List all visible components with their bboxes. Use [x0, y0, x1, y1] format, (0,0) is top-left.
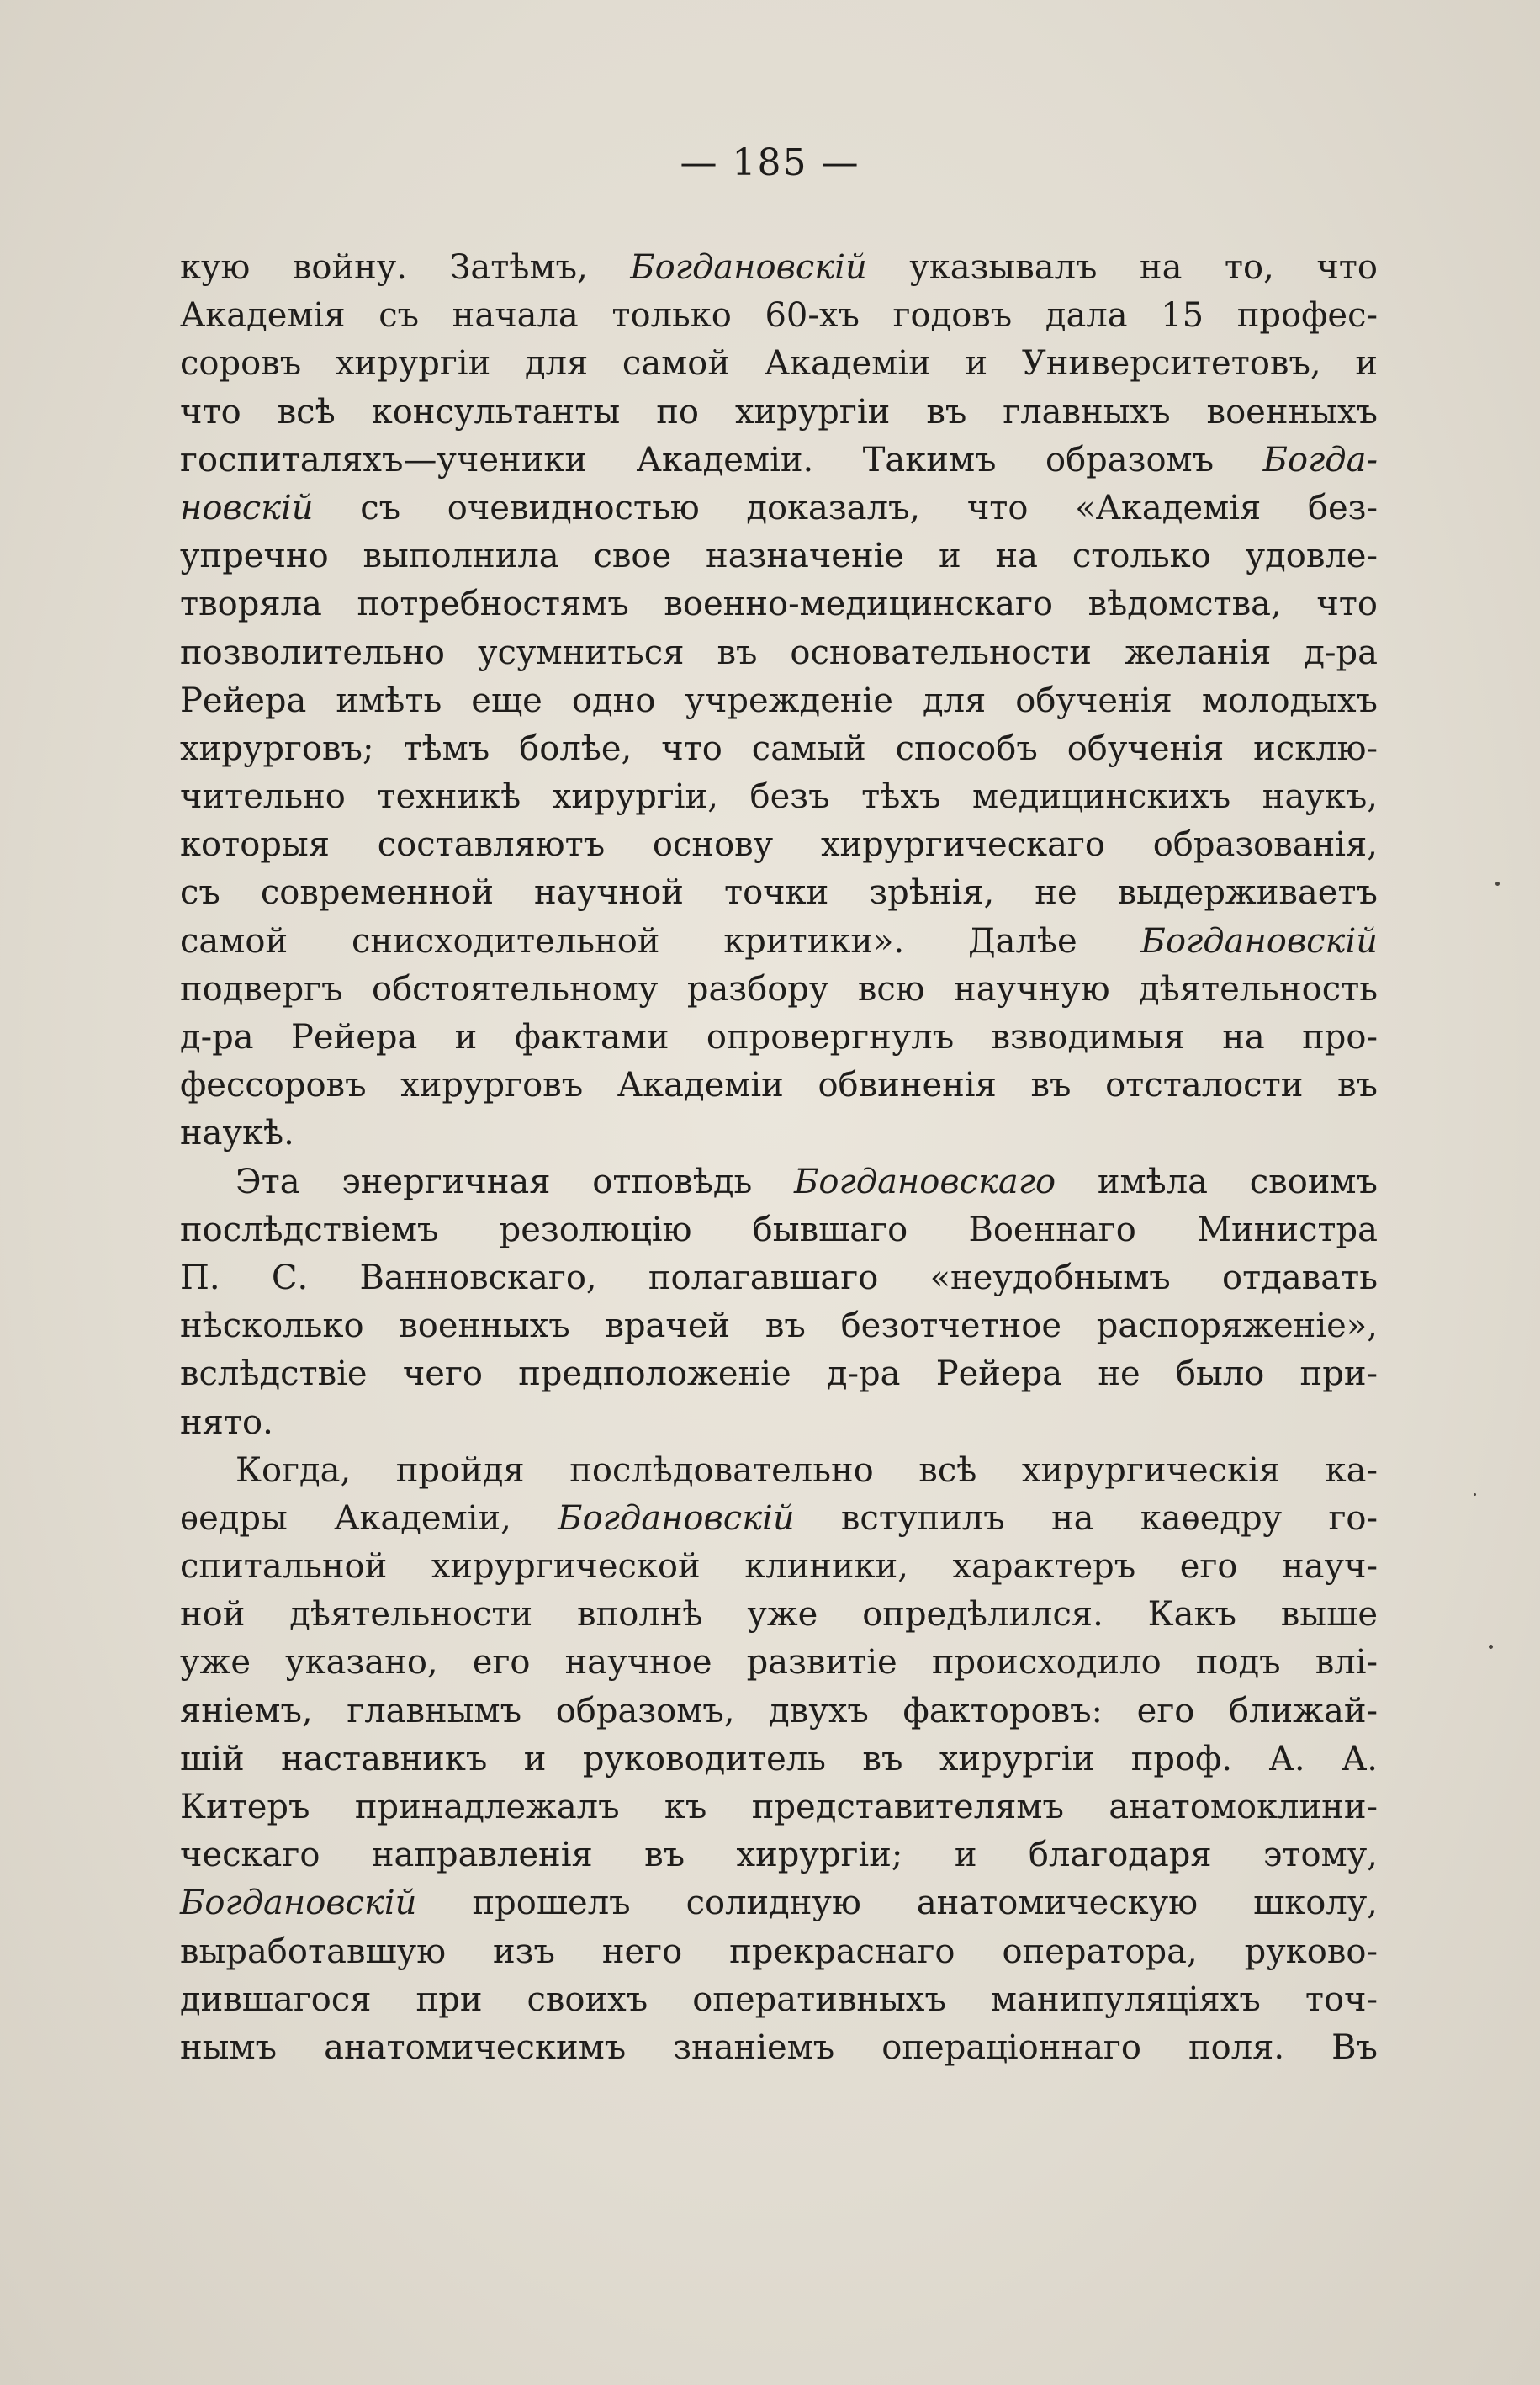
text-line: [180, 1928, 1378, 1976]
text-line: [180, 580, 1378, 628]
text-line: [180, 1639, 1378, 1687]
text-run: подвергъ обстоятельному разбору всю научную дѣятельность: [180, 969, 1378, 1009]
text-run: позволительно усумниться въ основательности желанія д-ра: [180, 633, 1378, 672]
text-run: хирурговъ; тѣмъ болѣе, что самый способъ обученія исклю-: [180, 729, 1378, 768]
text-run: спитальной хирургической клиники, характеръ его науч-: [180, 1547, 1378, 1587]
text-run: дившагося при своихъ оперативныхъ манипуляціяхъ точ-: [180, 1980, 1378, 2019]
text-line: [180, 629, 1378, 677]
text-run: наукѣ.: [180, 1114, 294, 1153]
text-run: Китеръ принадлежалъ къ представителямъ анатомоклини-: [180, 1788, 1378, 1826]
text-line: [180, 1350, 1378, 1398]
text-run: уже указано, его научное развитіе происходило подъ влі-: [180, 1643, 1378, 1683]
text-line: [180, 244, 1378, 292]
text-run: кую войну. Затѣмъ,: [180, 248, 631, 287]
text-line: [180, 1495, 1378, 1543]
text-run: ной дѣятельности вполнѣ уже опредѣлился. Какъ выше: [180, 1595, 1378, 1635]
text-line: [180, 1591, 1378, 1639]
italic-name: Богдановскій: [558, 1498, 795, 1538]
text-run: Рейера имѣть еще одно учрежденіе для обученія молодыхъ: [180, 681, 1378, 720]
text-run: фессоровъ хирурговъ Академіи обвиненія въ отсталости въ: [180, 1066, 1378, 1105]
text-line: [180, 1206, 1378, 1254]
italic-name: новскій: [180, 488, 314, 527]
text-line: [180, 821, 1378, 869]
text-line: [180, 1110, 1378, 1158]
text-line: [180, 773, 1378, 821]
text-run: д-ра Рейера и фактами опровергнулъ взводимыя на про-: [180, 1018, 1378, 1057]
text-line: [180, 292, 1378, 340]
text-run: выработавшую изъ него прекраснаго оператора, руково-: [180, 1932, 1378, 1971]
text-line: [180, 389, 1378, 437]
text-run: Когда, пройдя послѣдовательно всѣ хирургическія ка-: [235, 1450, 1378, 1490]
text-line: [180, 1014, 1378, 1062]
text-run: нымъ анатомическимъ знаніемъ операціоннаго поля. Въ: [180, 2027, 1378, 2067]
text-line: [180, 1254, 1378, 1302]
text-line: [180, 485, 1378, 533]
text-line: [180, 1736, 1378, 1783]
text-line: [180, 1976, 1378, 2024]
text-run: шій наставникъ и руководитель въ хирургіи проф. А. А.: [180, 1739, 1378, 1778]
text-line: [180, 340, 1378, 388]
text-run: послѣдствіемъ резолюцію бывшаго Военнаго Министра: [180, 1210, 1378, 1249]
italic-name: Богда-: [1262, 440, 1378, 480]
text-line: [180, 869, 1378, 917]
text-line: [180, 1447, 1378, 1495]
text-run: упречно выполнила свое назначеніе и на столько удовле-: [180, 537, 1378, 576]
text-line: [180, 2024, 1378, 2072]
text-line: [180, 1688, 1378, 1736]
italic-name: Богдановскій: [180, 1884, 417, 1923]
text-run: госпиталяхъ—ученики Академіи. Такимъ образомъ: [180, 440, 1263, 480]
text-line: [180, 1302, 1378, 1350]
text-line: [180, 918, 1378, 966]
text-line: [180, 1399, 1378, 1447]
print-speck: [1474, 1493, 1476, 1496]
body-text: [180, 244, 1378, 2072]
text-run: соровъ хирургіи для самой Академіи и Университетовъ, и: [180, 344, 1378, 384]
text-line: [180, 1062, 1378, 1110]
text-run: съ современной научной точки зрѣнія, не выдерживаетъ: [180, 873, 1378, 913]
text-run: нѣсколько военныхъ врачей въ безотчетное распоряженіе»,: [180, 1306, 1378, 1346]
italic-name: Богдановскій: [1140, 921, 1378, 961]
text-run: творяла потребностямъ военно-медицинскаго вѣдомства, что: [180, 585, 1378, 624]
page-number: — 185 —: [680, 141, 860, 184]
text-run: Академія съ начала только 60-хъ годовъ дала 15 профес-: [180, 296, 1378, 336]
text-run: указывалъ на то, что: [866, 248, 1378, 287]
text-line: [180, 1158, 1378, 1206]
text-line: [180, 1831, 1378, 1879]
text-line: [180, 966, 1378, 1014]
text-line: [180, 725, 1378, 773]
text-line: [180, 1543, 1378, 1591]
text-run: которыя составляютъ основу хирургическаго образованія,: [180, 825, 1378, 865]
text-run: прошелъ солидную анатомическую школу,: [416, 1884, 1378, 1923]
text-line: [180, 1879, 1378, 1927]
text-line: [180, 533, 1378, 580]
text-run: яніемъ, главнымъ образомъ, двухъ факторовъ: его ближай-: [180, 1691, 1378, 1730]
print-speck: [1489, 1645, 1493, 1649]
text-run: съ очевидностью доказалъ, что «Академія без-: [313, 488, 1378, 527]
print-speck: [1495, 882, 1500, 886]
text-run: чительно техникѣ хирургіи, безъ тѣхъ медицинскихъ наукъ,: [180, 777, 1378, 817]
italic-name: Богдановскаго: [794, 1162, 1056, 1201]
text-run: нято.: [180, 1402, 273, 1442]
text-run: имѣла своимъ: [1056, 1162, 1378, 1201]
text-line: [180, 1783, 1378, 1831]
text-run: ческаго направленія въ хирургіи; и благодаря этому,: [180, 1836, 1378, 1875]
italic-name: Богдановскій: [630, 248, 867, 287]
text-run: самой снисходительной критики». Далѣе: [180, 921, 1141, 961]
text-run: ѳедры Академіи,: [180, 1498, 558, 1538]
text-run: Эта энергичная отповѣдь: [235, 1162, 795, 1201]
text-run: вступилъ на каѳедру го-: [794, 1498, 1378, 1538]
text-line: [180, 677, 1378, 725]
text-run: П. С. Ванновскаго, полагавшаго «неудобнымъ отдавать: [180, 1258, 1378, 1297]
text-line: [180, 437, 1378, 485]
text-run: вслѣдствіе чего предположеніе д-ра Рейера не было при-: [180, 1354, 1378, 1394]
text-run: что всѣ консультанты по хирургіи въ главныхъ военныхъ: [180, 392, 1378, 432]
